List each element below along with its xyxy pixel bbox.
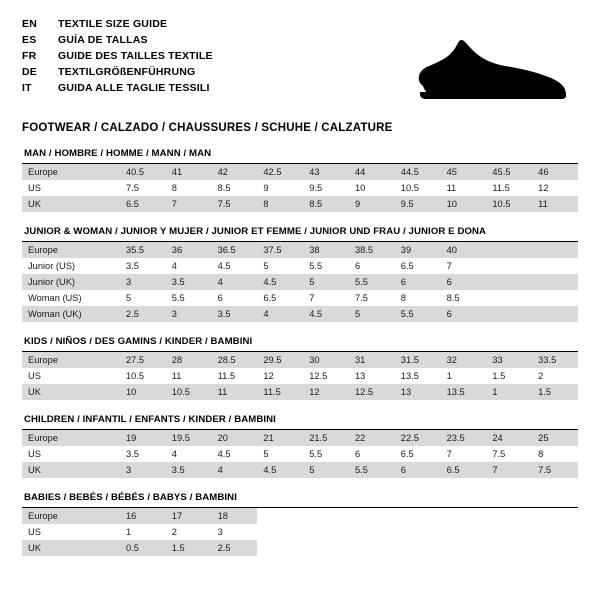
size-cell: 4.5 (212, 446, 258, 462)
size-cell: 6.5 (120, 196, 166, 212)
size-cell-empty (441, 508, 487, 524)
size-cell: 28 (166, 352, 212, 368)
size-cell-empty (303, 508, 349, 524)
size-cell (532, 274, 578, 290)
size-cell: 25 (532, 430, 578, 446)
size-cell: 5.5 (166, 290, 212, 306)
group-heading: MAN / HOMBRE / HOMME / MANN / MAN (24, 148, 212, 159)
language-row (22, 50, 213, 66)
size-cell: 6 (441, 274, 487, 290)
size-cell: 33.5 (532, 352, 578, 368)
size-cell: 1 (120, 524, 166, 540)
row-label: Europe (22, 242, 120, 258)
page-title: FOOTWEAR / CALZADO / CHAUSSURES / SCHUHE / CALZATURE (22, 122, 393, 134)
size-cell: 28.5 (212, 352, 258, 368)
row-label: Europe (22, 430, 120, 446)
size-cell: 7.5 (486, 446, 532, 462)
row-label: Woman (UK) (22, 306, 120, 322)
row-label: Europe (22, 508, 120, 524)
group-heading: CHILDREN / INFANTIL / ENFANTS / KINDER / BAMBINI (24, 414, 276, 425)
size-cell: 3.5 (166, 462, 212, 478)
size-cell: 18 (212, 508, 258, 524)
size-cell-empty (486, 540, 532, 556)
size-cell: 4 (212, 462, 258, 478)
size-cell: 23.5 (441, 430, 487, 446)
row-label: US (22, 524, 120, 540)
table-row (22, 540, 578, 556)
group-heading: BABIES / BEBÉS / BÉBÉS / BABYS / BAMBINI (24, 492, 237, 503)
row-label: UK (22, 196, 120, 212)
size-cell: 38 (303, 242, 349, 258)
size-cell (486, 306, 532, 322)
size-cell: 7.5 (349, 290, 395, 306)
size-cell: 4.5 (257, 462, 303, 478)
row-label: UK (22, 384, 120, 400)
size-cell: 5 (349, 306, 395, 322)
size-cell: 5.5 (349, 274, 395, 290)
size-cell: 5.5 (303, 446, 349, 462)
size-cell: 3.5 (166, 274, 212, 290)
group-heading: JUNIOR & WOMAN / JUNIOR Y MUJER / JUNIOR ET FEMME / JUNIOR UND FRAU / JUNIOR E DONA (24, 226, 487, 237)
size-cell: 45 (441, 164, 487, 180)
table-row (22, 164, 578, 180)
size-cell: 7 (441, 258, 487, 274)
size-cell-empty (257, 540, 303, 556)
size-cell (486, 258, 532, 274)
row-label: US (22, 446, 120, 462)
size-cell: 5.5 (395, 306, 441, 322)
size-cell: 21 (257, 430, 303, 446)
size-cell: 8 (166, 180, 212, 196)
size-cell: 6.5 (395, 258, 441, 274)
size-cell: 27.5 (120, 352, 166, 368)
table-row (22, 352, 578, 368)
size-cell: 5 (257, 258, 303, 274)
dress-shoe-icon (390, 30, 572, 102)
size-cell: 38.5 (349, 242, 395, 258)
group-man (22, 148, 578, 212)
size-cell: 8 (532, 446, 578, 462)
size-cell (532, 242, 578, 258)
size-cell: 7 (486, 462, 532, 478)
size-cell: 5 (257, 446, 303, 462)
size-cell: 12.5 (349, 384, 395, 400)
size-cell-empty (303, 540, 349, 556)
size-cell: 11 (532, 196, 578, 212)
row-label: Europe (22, 164, 120, 180)
size-cell: 22.5 (395, 430, 441, 446)
size-cell (486, 242, 532, 258)
size-cell: 7 (303, 290, 349, 306)
size-cell: 9.5 (395, 196, 441, 212)
table-row (22, 306, 578, 322)
size-cell: 10 (441, 196, 487, 212)
row-label: US (22, 180, 120, 196)
language-row (22, 18, 213, 34)
table-row (22, 384, 578, 400)
size-cell: 4.5 (257, 274, 303, 290)
size-cell: 24 (486, 430, 532, 446)
size-cell-empty (532, 524, 578, 540)
size-cell: 8.5 (303, 196, 349, 212)
size-cell: 44 (349, 164, 395, 180)
size-cell: 43 (303, 164, 349, 180)
size-cell: 3 (166, 306, 212, 322)
size-table-babies (22, 508, 578, 556)
size-cell: 2.5 (120, 306, 166, 322)
size-cell: 2 (166, 524, 212, 540)
size-cell: 13.5 (441, 384, 487, 400)
size-cell: 4.5 (303, 306, 349, 322)
size-cell: 1.5 (532, 384, 578, 400)
table-row (22, 274, 578, 290)
size-cell: 8 (395, 290, 441, 306)
size-cell-empty (486, 524, 532, 540)
size-cell-empty (532, 540, 578, 556)
size-cell: 6.5 (257, 290, 303, 306)
size-cell: 6 (395, 274, 441, 290)
size-cell: 6 (212, 290, 258, 306)
size-cell: 42.5 (257, 164, 303, 180)
table-row (22, 430, 578, 446)
size-cell: 5 (120, 290, 166, 306)
row-label: Europe (22, 352, 120, 368)
language-list-body (22, 18, 213, 98)
row-label: US (22, 368, 120, 384)
size-cell: 7.5 (120, 180, 166, 196)
table-row (22, 196, 578, 212)
size-cell: 5.5 (349, 462, 395, 478)
row-label: UK (22, 540, 120, 556)
size-table-man (22, 164, 578, 212)
table-row (22, 508, 578, 524)
table-row (22, 446, 578, 462)
size-table-kids (22, 352, 578, 400)
size-cell: 20 (212, 430, 258, 446)
size-cell: 7 (441, 446, 487, 462)
size-cell: 35.5 (120, 242, 166, 258)
size-cell: 7.5 (532, 462, 578, 478)
size-cell: 45.5 (486, 164, 532, 180)
size-cell: 13 (349, 368, 395, 384)
language-row (22, 82, 213, 98)
size-cell: 11 (441, 180, 487, 196)
size-cell-empty (486, 508, 532, 524)
size-cell: 5 (303, 462, 349, 478)
language-title: GUIDA ALLE TAGLIE TESSILI (58, 82, 210, 94)
size-cell: 3 (120, 462, 166, 478)
size-cell: 10.5 (486, 196, 532, 212)
language-title: TEXTILE SIZE GUIDE (58, 18, 168, 30)
language-list (22, 18, 213, 98)
size-cell: 11 (212, 384, 258, 400)
size-cell: 9.5 (303, 180, 349, 196)
row-label: Junior (UK) (22, 274, 120, 290)
language-title: GUIDE DES TAILLES TEXTILE (58, 50, 213, 62)
size-cell: 13.5 (395, 368, 441, 384)
group-babies (22, 492, 578, 556)
size-cell: 29.5 (257, 352, 303, 368)
size-cell-empty (349, 508, 395, 524)
document-header (22, 18, 578, 110)
size-cell (532, 290, 578, 306)
size-table-junior-woman (22, 242, 578, 322)
size-cell: 16 (120, 508, 166, 524)
size-table-children (22, 430, 578, 478)
size-cell: 6 (349, 446, 395, 462)
size-cell: 7.5 (212, 196, 258, 212)
table-row (22, 524, 578, 540)
size-cell: 1.5 (166, 540, 212, 556)
size-cell (486, 274, 532, 290)
size-cell: 6 (441, 306, 487, 322)
size-cell: 4 (257, 306, 303, 322)
language-code: EN (22, 18, 37, 30)
size-cell: 3.5 (120, 446, 166, 462)
size-cell: 1 (441, 368, 487, 384)
size-cell-empty (441, 540, 487, 556)
size-cell: 6.5 (441, 462, 487, 478)
size-cell: 6.5 (395, 446, 441, 462)
size-cell-empty (532, 508, 578, 524)
size-cell (486, 290, 532, 306)
size-cell: 41 (166, 164, 212, 180)
size-cell: 10.5 (166, 384, 212, 400)
size-cell: 42 (212, 164, 258, 180)
table-row (22, 258, 578, 274)
size-cell: 5 (303, 274, 349, 290)
size-cell-empty (395, 540, 441, 556)
size-cell: 10.5 (120, 368, 166, 384)
size-cell-empty (349, 524, 395, 540)
row-label: UK (22, 462, 120, 478)
size-cell: 44.5 (395, 164, 441, 180)
size-cell: 4 (166, 258, 212, 274)
size-cell: 6 (349, 258, 395, 274)
size-cell: 36 (166, 242, 212, 258)
size-cell: 39 (395, 242, 441, 258)
size-cell: 11 (166, 368, 212, 384)
language-code: FR (22, 50, 37, 62)
row-label: Junior (US) (22, 258, 120, 274)
size-cell: 36.5 (212, 242, 258, 258)
group-junior-woman (22, 226, 578, 322)
size-cell: 7 (166, 196, 212, 212)
size-cell: 40.5 (120, 164, 166, 180)
group-children (22, 414, 578, 478)
language-code: IT (22, 82, 32, 94)
size-cell-empty (395, 508, 441, 524)
size-cell-empty (257, 524, 303, 540)
size-cell: 5.5 (303, 258, 349, 274)
size-cell: 2 (532, 368, 578, 384)
size-cell: 9 (349, 196, 395, 212)
group-heading: KIDS / NIÑOS / DES GAMINS / KINDER / BAMBINI (24, 336, 253, 347)
table-row (22, 290, 578, 306)
size-cell: 12 (532, 180, 578, 196)
size-cell: 10 (120, 384, 166, 400)
table-row (22, 368, 578, 384)
size-cell: 21.5 (303, 430, 349, 446)
table-row (22, 180, 578, 196)
row-label: Woman (US) (22, 290, 120, 306)
language-row (22, 34, 213, 50)
size-cell-empty (349, 540, 395, 556)
size-cell: 4 (166, 446, 212, 462)
size-cell: 3 (120, 274, 166, 290)
size-cell: 11.5 (212, 368, 258, 384)
size-cell: 31 (349, 352, 395, 368)
size-cell: 12.5 (303, 368, 349, 384)
size-cell-empty (395, 524, 441, 540)
size-cell: 9 (257, 180, 303, 196)
size-cell: 6 (395, 462, 441, 478)
size-cell: 11.5 (257, 384, 303, 400)
size-cell: 19.5 (166, 430, 212, 446)
size-cell: 22 (349, 430, 395, 446)
language-code: ES (22, 34, 37, 46)
size-cell: 32 (441, 352, 487, 368)
size-cell: 4.5 (212, 258, 258, 274)
size-cell-empty (303, 524, 349, 540)
size-cell: 30 (303, 352, 349, 368)
size-cell: 8 (257, 196, 303, 212)
size-cell: 10.5 (395, 180, 441, 196)
size-cell: 1.5 (486, 368, 532, 384)
size-cell (532, 306, 578, 322)
size-cell: 37.5 (257, 242, 303, 258)
size-cell: 19 (120, 430, 166, 446)
size-cell: 8.5 (441, 290, 487, 306)
size-cell: 11.5 (486, 180, 532, 196)
size-cell: 4 (212, 274, 258, 290)
size-cell: 8.5 (212, 180, 258, 196)
size-cell: 12 (257, 368, 303, 384)
language-row (22, 66, 213, 82)
table-row (22, 462, 578, 478)
size-cell: 3 (212, 524, 258, 540)
size-cell: 17 (166, 508, 212, 524)
language-title: TEXTILGRÖßENFÜHRUNG (58, 66, 196, 78)
size-cell: 0.5 (120, 540, 166, 556)
size-cell: 10 (349, 180, 395, 196)
size-cell: 1 (486, 384, 532, 400)
size-cell: 13 (395, 384, 441, 400)
size-cell: 33 (486, 352, 532, 368)
size-cell-empty (441, 524, 487, 540)
size-cell: 12 (303, 384, 349, 400)
size-cell: 31.5 (395, 352, 441, 368)
size-cell: 46 (532, 164, 578, 180)
size-cell-empty (257, 508, 303, 524)
size-cell: 3.5 (120, 258, 166, 274)
group-kids (22, 336, 578, 400)
table-row (22, 242, 578, 258)
size-cell: 2.5 (212, 540, 258, 556)
size-cell (532, 258, 578, 274)
size-cell: 40 (441, 242, 487, 258)
size-cell: 3.5 (212, 306, 258, 322)
language-title: GUÍA DE TALLAS (58, 34, 148, 46)
language-code: DE (22, 66, 37, 78)
